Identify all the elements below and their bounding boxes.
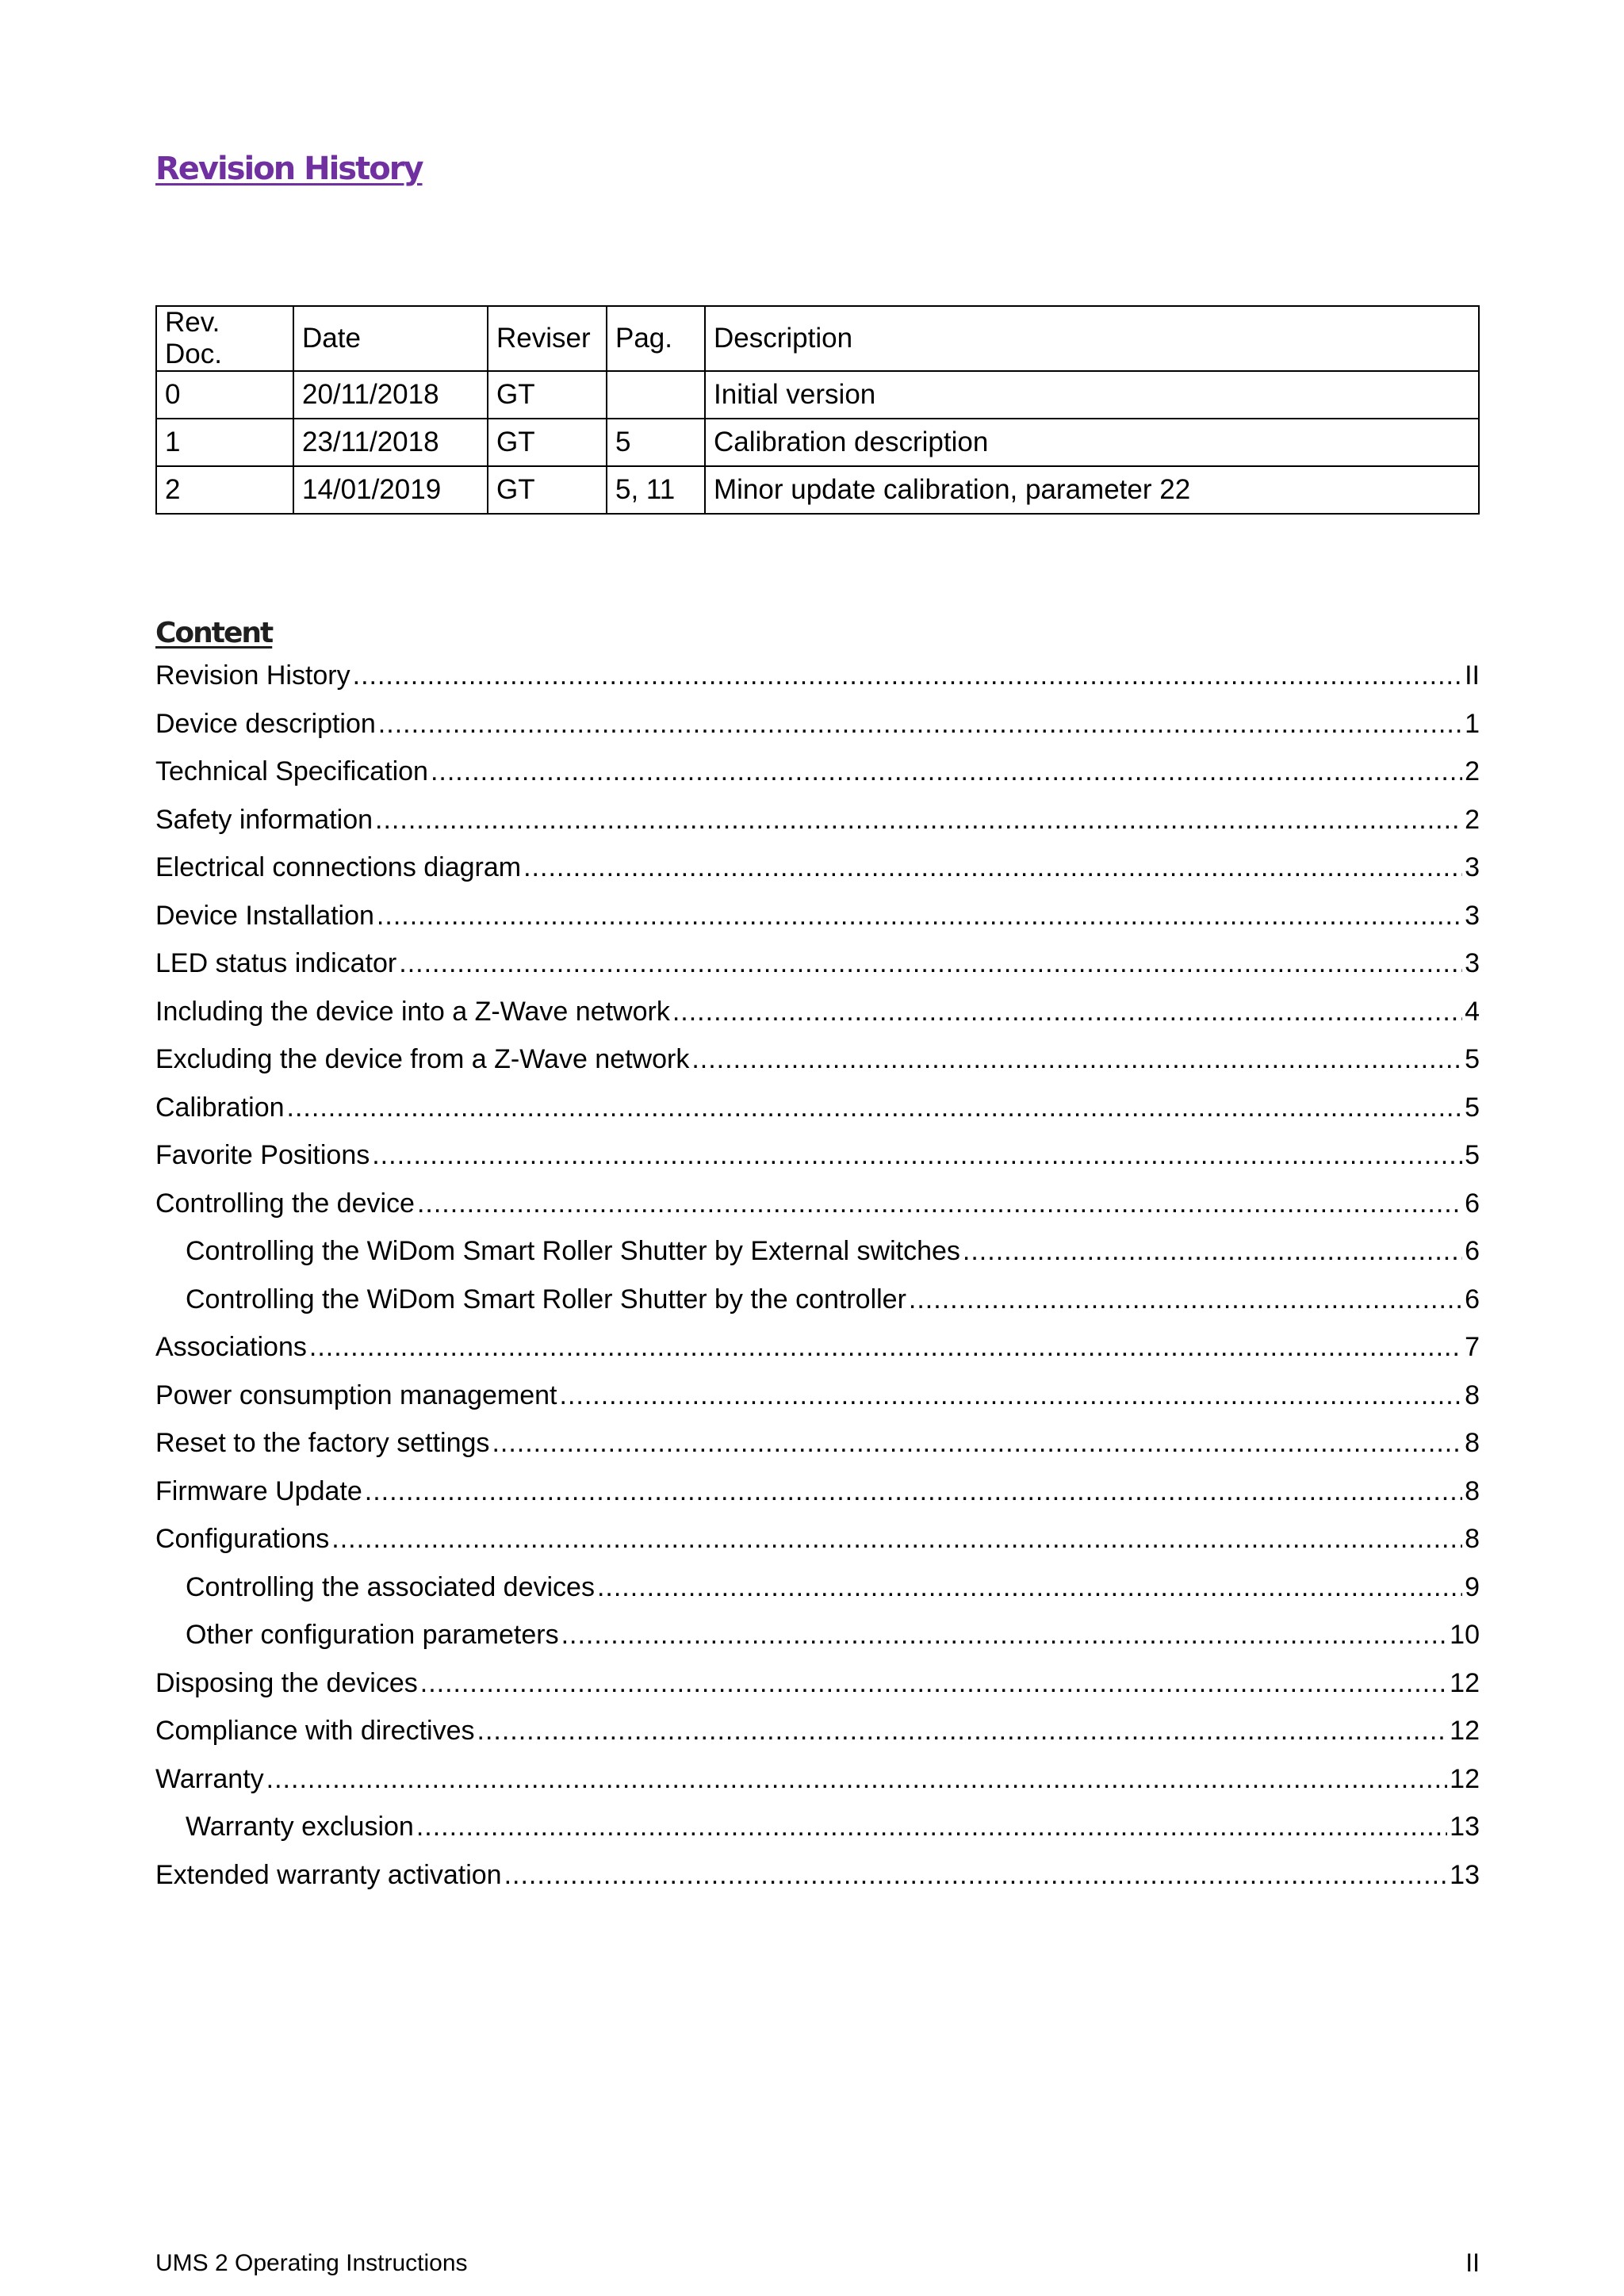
toc-entry-title: Warranty exclusion	[186, 1812, 414, 1842]
toc-dot-leader	[365, 1468, 1462, 1516]
toc-entry[interactable]	[155, 1131, 1480, 1180]
cell-reviser: GT	[488, 466, 607, 514]
toc-entry-title: Reset to the factory settings	[155, 1428, 490, 1458]
toc-entry-page: 6	[1465, 1236, 1480, 1266]
toc-entry-page: 12	[1450, 1716, 1480, 1746]
toc-dot-leader	[399, 939, 1462, 988]
toc-dot-leader	[597, 1563, 1462, 1612]
toc-entry-title: Compliance with directives	[155, 1716, 475, 1746]
cell-date: 14/01/2019	[293, 466, 488, 514]
footer-document-title: UMS 2 Operating Instructions	[155, 2250, 468, 2276]
toc-entry[interactable]	[155, 1372, 1480, 1420]
toc-dot-leader	[909, 1276, 1462, 1324]
toc-dot-leader	[377, 892, 1462, 940]
toc-entry-page: 3	[1465, 900, 1480, 931]
table-of-contents	[155, 652, 1480, 1899]
header-description: Description	[705, 306, 1479, 371]
toc-entry-page: 3	[1465, 852, 1480, 882]
toc-dot-leader	[420, 1659, 1447, 1708]
table-row	[156, 419, 1479, 466]
toc-entry-page: 4	[1465, 996, 1480, 1027]
toc-entry[interactable]	[155, 988, 1480, 1036]
header-pag: Pag.	[607, 306, 705, 371]
cell-rev-doc: 2	[156, 466, 293, 514]
toc-dot-leader	[504, 1851, 1448, 1900]
cell-pag: 5, 11	[607, 466, 705, 514]
toc-entry[interactable]	[155, 748, 1480, 796]
header-reviser: Reviser	[488, 306, 607, 371]
toc-dot-leader	[561, 1611, 1448, 1659]
toc-entry[interactable]	[155, 1707, 1480, 1755]
toc-entry-title: Extended warranty activation	[155, 1859, 502, 1890]
toc-entry-page: 10	[1450, 1620, 1480, 1650]
toc-dot-leader	[287, 1084, 1463, 1132]
toc-entry-title: Warranty	[155, 1763, 264, 1794]
toc-entry[interactable]	[155, 1755, 1480, 1804]
toc-entry-page: 8	[1465, 1524, 1480, 1554]
toc-dot-leader	[417, 1180, 1462, 1228]
toc-entry-page: 1	[1465, 708, 1480, 739]
cell-pag: 5	[607, 419, 705, 466]
toc-entry-title: Safety information	[155, 804, 373, 835]
toc-entry-title: Controlling the device	[155, 1188, 415, 1219]
cell-date: 23/11/2018	[293, 419, 488, 466]
toc-entry[interactable]	[155, 1803, 1480, 1851]
toc-entry[interactable]	[155, 652, 1480, 700]
toc-entry-title: Revision History	[155, 660, 350, 691]
toc-dot-leader	[353, 652, 1462, 700]
toc-entry-title: Power consumption management	[155, 1380, 557, 1410]
toc-entry[interactable]	[155, 892, 1480, 940]
toc-entry-page: 5	[1465, 1044, 1480, 1074]
toc-entry[interactable]	[155, 1227, 1480, 1276]
cell-reviser: GT	[488, 371, 607, 419]
cell-description: Initial version	[705, 371, 1479, 419]
toc-entry[interactable]	[155, 1419, 1480, 1468]
toc-entry-page: 9	[1465, 1571, 1480, 1602]
content-title: Content	[155, 617, 273, 649]
toc-entry-title: LED status indicator	[155, 948, 397, 978]
toc-dot-leader	[378, 700, 1462, 748]
toc-entry[interactable]	[155, 1084, 1480, 1132]
toc-entry[interactable]	[155, 1468, 1480, 1516]
table-row	[156, 371, 1479, 419]
toc-entry-title: Other configuration parameters	[186, 1620, 559, 1650]
toc-entry[interactable]	[155, 1851, 1480, 1900]
toc-dot-leader	[477, 1707, 1448, 1755]
revision-history-title: Revision History	[155, 151, 423, 187]
toc-entry-title: Electrical connections diagram	[155, 852, 522, 882]
cell-description: Calibration description	[705, 419, 1479, 466]
toc-entry-page: 5	[1465, 1092, 1480, 1123]
toc-entry[interactable]	[155, 939, 1480, 988]
toc-entry-title: Configurations	[155, 1524, 330, 1554]
revision-table	[155, 305, 1480, 515]
toc-entry-page: II	[1465, 660, 1480, 691]
toc-entry-title: Device description	[155, 708, 376, 739]
toc-entry[interactable]	[155, 1563, 1480, 1612]
toc-entry[interactable]	[155, 1276, 1480, 1324]
header-rev-doc: Rev. Doc.	[156, 306, 293, 371]
toc-dot-leader	[492, 1419, 1462, 1468]
toc-dot-leader	[523, 844, 1462, 892]
toc-entry-page: 3	[1465, 948, 1480, 978]
toc-dot-leader	[372, 1131, 1462, 1180]
header-date: Date	[293, 306, 488, 371]
toc-entry-page: 6	[1465, 1284, 1480, 1314]
toc-entry[interactable]	[155, 1611, 1480, 1659]
toc-entry-title: Controlling the WiDom Smart Roller Shutter by the controller	[186, 1284, 906, 1314]
toc-entry[interactable]	[155, 844, 1480, 892]
cell-reviser: GT	[488, 419, 607, 466]
toc-entry-page: 8	[1465, 1428, 1480, 1458]
toc-entry[interactable]	[155, 796, 1480, 844]
toc-entry-title: Device Installation	[155, 900, 374, 931]
footer-page-number: II	[1465, 2248, 1480, 2277]
table-row	[156, 466, 1479, 514]
toc-entry-page: 13	[1450, 1859, 1480, 1890]
toc-dot-leader	[416, 1803, 1447, 1851]
toc-entry-page: 7	[1465, 1332, 1480, 1362]
toc-entry[interactable]	[155, 1515, 1480, 1563]
toc-dot-leader	[309, 1323, 1462, 1372]
toc-entry-page: 12	[1450, 1667, 1480, 1698]
toc-entry-title: Associations	[155, 1332, 307, 1362]
toc-dot-leader	[691, 1035, 1462, 1084]
toc-dot-leader	[560, 1372, 1463, 1420]
toc-entry-page: 2	[1465, 756, 1480, 786]
toc-dot-leader	[331, 1515, 1462, 1563]
toc-dot-leader	[431, 748, 1462, 796]
toc-entry[interactable]	[155, 700, 1480, 748]
toc-entry-page: 8	[1465, 1380, 1480, 1410]
toc-dot-leader	[266, 1755, 1448, 1804]
toc-entry-title: Including the device into a Z-Wave network	[155, 996, 670, 1027]
toc-dot-leader	[963, 1227, 1462, 1276]
toc-entry-title: Favorite Positions	[155, 1140, 370, 1170]
toc-entry-title: Disposing the devices	[155, 1667, 418, 1698]
toc-entry-page: 12	[1450, 1763, 1480, 1794]
cell-description: Minor update calibration, parameter 22	[705, 466, 1479, 514]
toc-entry-page: 5	[1465, 1140, 1480, 1170]
toc-entry-page: 2	[1465, 804, 1480, 835]
toc-entry-title: Firmware Update	[155, 1475, 362, 1506]
toc-entry[interactable]	[155, 1659, 1480, 1708]
toc-entry-title: Calibration	[155, 1092, 285, 1123]
toc-entry-title: Excluding the device from a Z-Wave network	[155, 1044, 690, 1074]
cell-rev-doc: 1	[156, 419, 293, 466]
cell-rev-doc: 0	[156, 371, 293, 419]
toc-entry[interactable]	[155, 1180, 1480, 1228]
cell-pag	[607, 371, 705, 419]
toc-entry-title: Technical Specification	[155, 756, 428, 786]
toc-entry[interactable]	[155, 1323, 1480, 1372]
toc-entry[interactable]	[155, 1035, 1480, 1084]
toc-entry-title: Controlling the WiDom Smart Roller Shutter by External switches	[186, 1236, 960, 1266]
toc-dot-leader	[375, 796, 1462, 844]
toc-dot-leader	[672, 988, 1462, 1036]
revision-table-header-row	[156, 306, 1479, 371]
cell-date: 20/11/2018	[293, 371, 488, 419]
toc-entry-title: Controlling the associated devices	[186, 1571, 595, 1602]
toc-entry-page: 6	[1465, 1188, 1480, 1219]
toc-entry-page: 13	[1450, 1812, 1480, 1842]
toc-entry-page: 8	[1465, 1475, 1480, 1506]
